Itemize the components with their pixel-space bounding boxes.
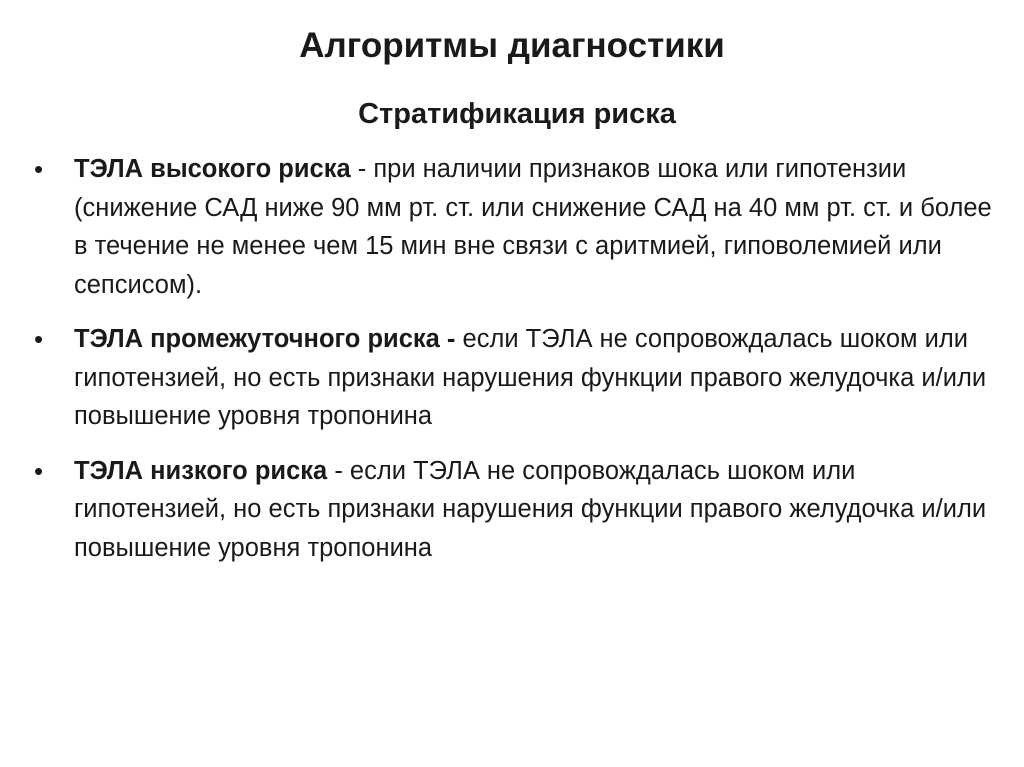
bullet-icon: • [34, 154, 44, 184]
bullet-list [34, 150, 994, 583]
bullet-icon: • [34, 455, 44, 486]
bullet-term: ТЭЛА высокого риска [74, 155, 351, 183]
bullet-item-high-risk [34, 150, 994, 304]
slide-title: Алгоритмы диагностики [299, 26, 725, 65]
bullet-term: ТЭЛА промежуточного риска - [74, 325, 463, 353]
slide-subtitle: Стратификация риска [358, 98, 676, 130]
bullet-item-low-risk [34, 452, 994, 568]
bullet-term: ТЭЛА низкого риска [74, 456, 328, 485]
bullet-item-intermediate-risk [34, 320, 994, 436]
bullet-text: - при наличии признаков шока или гипотензии (снижение САД ниже 90 мм рт. ст. или снижение САД на 40 мм рт. ст. и более в течение не менее чем 15 мин вне связи с аритмией, гиповолемией или сепсисом). [74, 155, 992, 299]
bullet-icon: • [34, 324, 44, 354]
bullet-text: - если ТЭЛА не сопровождалась шоком или гипотензией, но есть признаки нарушения функции правого желудочка и/или повышение уровня тропонина [74, 456, 987, 562]
bullet-text: если ТЭЛА не сопровождалась шоком или гипотензией, но есть признаки нарушения функции правого желудочка и/или повышение уровня тропонина [74, 325, 987, 430]
